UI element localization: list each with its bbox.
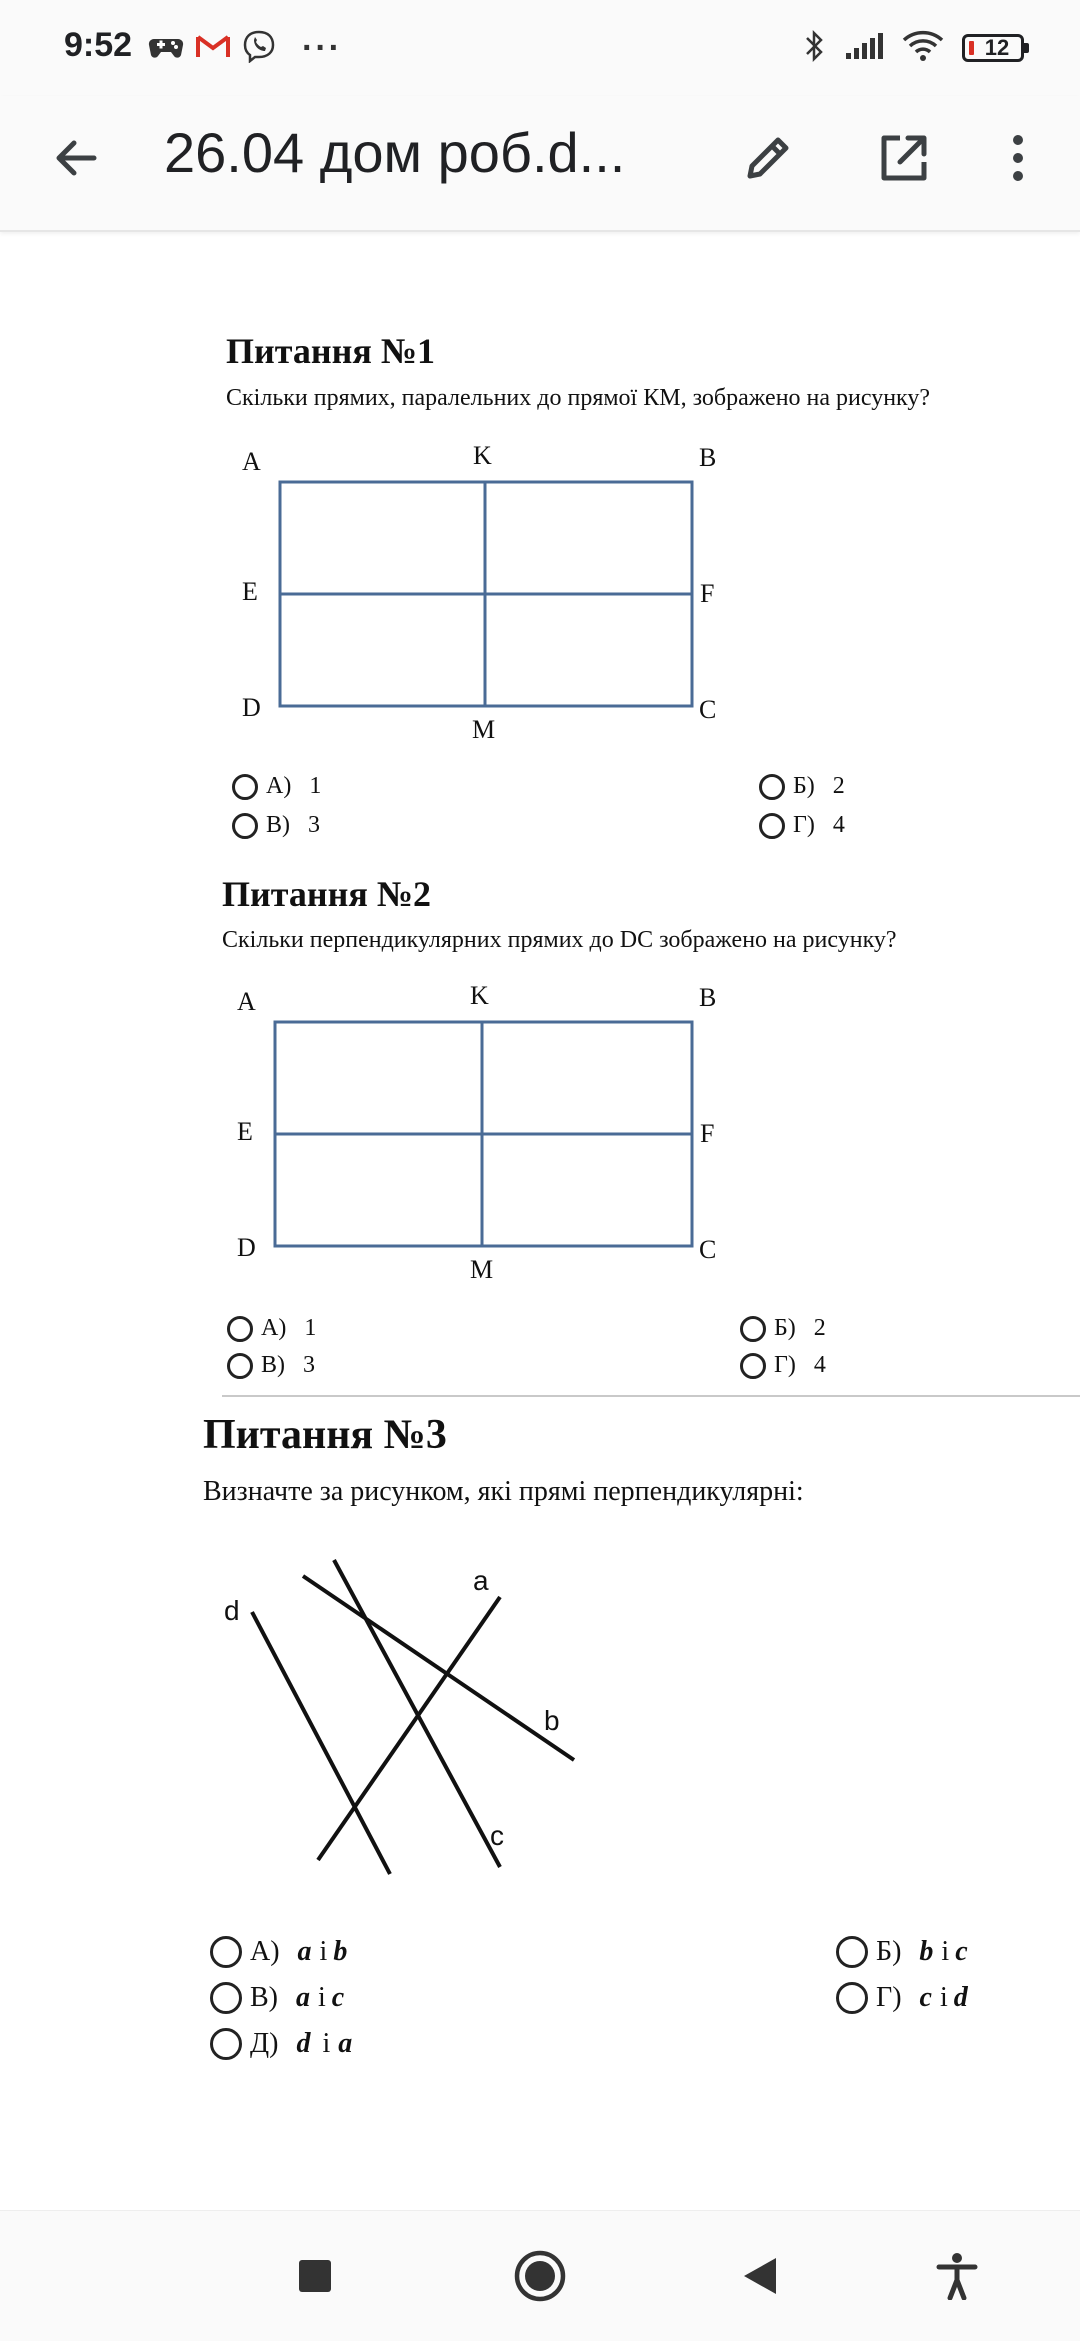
back-nav-button[interactable] <box>725 2241 795 2311</box>
q1-label-f: F <box>700 579 715 608</box>
signal-icon <box>844 31 884 66</box>
q2-label-e: E <box>237 1117 253 1146</box>
pencil-icon <box>742 132 794 184</box>
accessibility-icon <box>936 2252 978 2300</box>
q1-option-b[interactable]: Б) 2 <box>759 773 845 800</box>
q1-option-v[interactable]: В) 3 <box>232 812 320 839</box>
q3-option-v[interactable]: В) a і c <box>210 1982 344 2014</box>
q3-label-b: b <box>544 1705 560 1736</box>
question-2-title: Питання №2 <box>222 874 432 914</box>
notification-icons <box>148 28 342 68</box>
system-nav-bar <box>0 2210 1080 2341</box>
radio-icon[interactable] <box>210 1982 242 2014</box>
radio-icon[interactable] <box>759 813 785 839</box>
open-external-icon <box>878 132 930 184</box>
question-2-text: Скільки перпендикулярних прямих до DC зображено на рисунку? <box>222 927 897 953</box>
q3-label-c: c <box>490 1820 504 1851</box>
back-arrow-icon <box>52 134 100 182</box>
home-circle-icon <box>513 2249 567 2303</box>
question-1-title: Питання №1 <box>226 331 436 371</box>
q3-option-d[interactable]: Д) d і a <box>210 2028 352 2060</box>
radio-icon[interactable] <box>740 1316 766 1342</box>
q3-option-b[interactable]: Б) b і c <box>836 1936 968 1968</box>
question-3-title: Питання №3 <box>203 1412 447 1458</box>
q1-option-g[interactable]: Г) 4 <box>759 812 845 839</box>
q1-label-k: K <box>473 441 492 470</box>
q1-label-e: E <box>242 577 258 606</box>
q1-label-m: M <box>472 715 496 744</box>
question-3-figure <box>200 1540 600 1900</box>
question-3-text: Визначте за рисунком, які прямі перпендикулярні: <box>203 1476 804 1507</box>
q2-label-f: F <box>700 1119 715 1148</box>
home-button[interactable] <box>505 2241 575 2311</box>
back-button[interactable] <box>44 126 108 190</box>
question-1-figure <box>230 430 750 750</box>
status-bar <box>0 0 1080 96</box>
open-in-app-button[interactable] <box>872 126 936 190</box>
radio-icon[interactable] <box>836 1982 868 2014</box>
document-title: 26.04 дом роб.d... <box>164 121 626 184</box>
system-icons <box>804 26 1024 70</box>
q3-label-a: a <box>473 1565 489 1596</box>
q2-label-c: C <box>699 1235 717 1264</box>
q1-label-c: C <box>699 695 717 724</box>
edit-button[interactable] <box>736 126 800 190</box>
radio-icon[interactable] <box>232 774 258 800</box>
q2-label-m: M <box>470 1255 494 1284</box>
radio-icon[interactable] <box>227 1353 253 1379</box>
more-notifications-indicator: ··· <box>302 28 342 67</box>
q2-option-v[interactable]: В) 3 <box>227 1352 315 1379</box>
battery-level: 12 <box>984 35 1010 60</box>
q2-label-a: A <box>237 987 256 1016</box>
accessibility-button[interactable] <box>922 2241 992 2311</box>
q2-option-b[interactable]: Б) 2 <box>740 1315 826 1342</box>
radio-icon[interactable] <box>759 774 785 800</box>
q2-label-d: D <box>237 1233 256 1262</box>
gmail-icon <box>196 33 230 64</box>
radio-icon[interactable] <box>227 1316 253 1342</box>
more-vert-icon <box>1010 133 1026 183</box>
recents-square-icon <box>298 2259 332 2293</box>
q1-label-a: A <box>242 447 261 476</box>
q3-option-a[interactable]: А) a і b <box>210 1936 347 1968</box>
viber-icon <box>242 29 276 68</box>
radio-icon[interactable] <box>740 1353 766 1379</box>
radio-icon[interactable] <box>210 1936 242 1968</box>
q3-label-d: d <box>224 1595 240 1626</box>
q1-label-b: B <box>699 443 717 472</box>
game-controller-icon <box>148 31 184 66</box>
q2-option-g[interactable]: Г) 4 <box>740 1352 826 1379</box>
q2-option-a[interactable]: А) 1 <box>227 1315 316 1342</box>
q3-line-b <box>303 1576 574 1760</box>
question-1-text: Скільки прямих, паралельних до прямої КМ, зображено на рисунку? <box>226 385 931 411</box>
q1-label-d: D <box>242 693 261 722</box>
bluetooth-icon <box>804 28 826 69</box>
wifi-icon <box>902 30 944 67</box>
question-2-figure <box>230 970 750 1290</box>
q3-line-c <box>334 1560 500 1867</box>
section-divider <box>222 1395 1080 1397</box>
battery-icon <box>962 34 1024 62</box>
back-triangle-icon <box>742 2256 778 2296</box>
q3-line-d <box>252 1612 390 1874</box>
q2-label-b: B <box>699 983 717 1012</box>
status-time: 9:52 <box>64 26 133 64</box>
app-bar <box>0 96 1080 232</box>
radio-icon[interactable] <box>232 813 258 839</box>
q3-option-g[interactable]: Г) c і d <box>836 1982 968 2014</box>
q1-option-a[interactable]: А) 1 <box>232 773 321 800</box>
recents-button[interactable] <box>280 2241 350 2311</box>
radio-icon[interactable] <box>836 1936 868 1968</box>
q2-label-k: K <box>470 981 489 1010</box>
radio-icon[interactable] <box>210 2028 242 2060</box>
more-options-button[interactable] <box>996 126 1040 190</box>
